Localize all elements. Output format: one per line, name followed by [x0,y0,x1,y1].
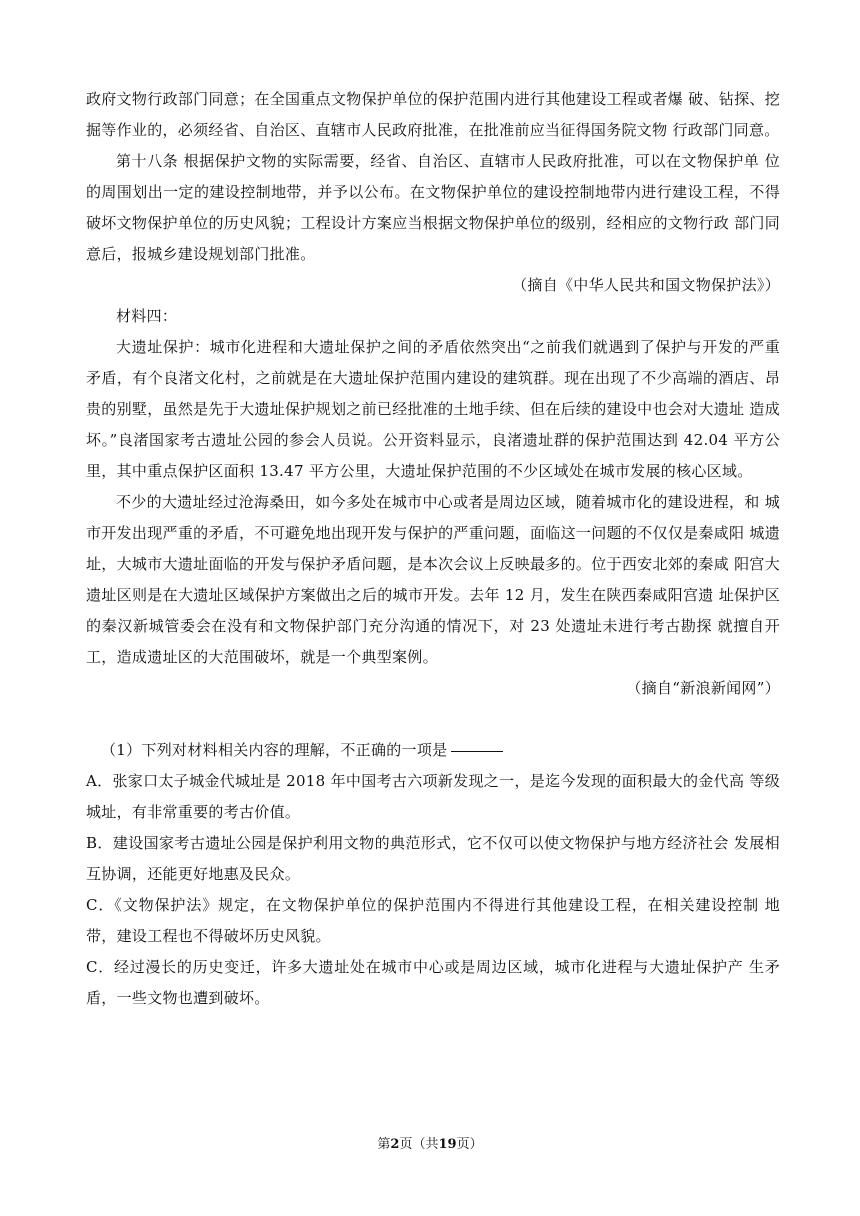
law-article-18: 第十八条 根据保护文物的实际需要，经省、自治区、直辖市人民政府批准，可以在文物保护单 位的周围划出一定的建设控制地带，并予以公布。在文物保护单位的建设控制地带内进行建设工程，不得破坏文物保护单位的历史风貌；工程设计方案应当根据文物保护单位的级别，经相应的文物行政 部门同意后，报城乡建设规划部门批准。 [86,152,780,263]
footer-middle: 页（共 [399,1137,439,1152]
option-c-second: C．经过漫长的历史变迁，许多大遗址处在城市中心或是周边区域，城市化进程与大遗址保护产 生矛盾，一些文物也遭到破坏。 [86,958,780,1007]
material-4-source-citation: （摘自“新浪新闻网”） [626,679,780,697]
footer-page-number: 2 [390,1137,400,1152]
law-source-citation: （摘自《中华人民共和国文物保护法》） [512,276,780,294]
option-b: B．建设国家考古遗址公园是保护利用文物的典范形式，它不仅可以使文物保护与地方经济社会 发展相互协调，还能更好地惠及民众。 [86,834,780,883]
question-stem [86,735,780,766]
footer-suffix: 页） [456,1137,483,1152]
answer-blank [451,750,503,752]
footer-prefix: 第 [377,1137,391,1152]
option-a: A．张家口太子城金代城址是 2018 年中国考古六项新发现之一，是迄今发现的面积最大的金代高 等级城址，有非常重要的考古价值。 [86,772,780,821]
material-4-paragraph-2: 不少的大遗址经过沧海桑田，如今多处在城市中心或者是周边区域，随着城市化的建设进程，和 城市开发出现严重的矛盾，不可避免地出现开发与保护的严重问题，面临这一问题的不仅仅是秦咸阳 城遗址，大城市大遗址面临的开发与保护矛盾问题，是本次会议上反映最多的。位于西安北郊的秦咸 阳宫大遗址区则是在大遗址区域保护方案做出之后的城市开发。去年 12 月，发生在陕西秦咸阳宫遗 址保护区的秦汉新城管委会在没有和文物保护部门充分沟通的情况下，对 23 处遗址未进行考古勘探 就擅自开工，造成遗址区的大范围破坏，就是一个典型案例。 [86,493,780,666]
document-body [86,84,780,1014]
footer-total-pages: 19 [438,1137,457,1152]
question-stem-text: （1）下列对材料相关内容的理解，不正确的一项是 [101,741,448,759]
material-4-heading: 材料四： [116,307,178,325]
page-footer [0,1133,860,1152]
option-c: C．《文物保护法》规定，在文物保护单位的保护范围内不得进行其他建设工程，在相关建设控制 地带，建设工程也不得破坏历史风貌。 [86,896,780,945]
spacer [86,704,780,735]
material-4-paragraph-1: 大遗址保护：城市化进程和大遗址保护之间的矛盾依然突出“之前我们就遇到了保护与开发的严重矛盾，有个良渚文化村，之前就是在大遗址保护范围内建设的建筑群。现在出现了不少高端的酒店、昂贵的别墅，虽然是先于大遗址保护规划之前已经批准的土地手续、但在后续的建设中也会对大遗址 造成坏。”良渚国家考古遗址公园的参会人员说。公开资料显示，良渚遗址群的保护范围达到 42.04 平方公里，其中重点保护区面积 13.47 平方公里，大遗址保护范围的不少区域处在城市发展的核心区域。 [86,338,780,480]
law-paragraph-continued: 政府文物行政部门同意；在全国重点文物保护单位的保护范围内进行其他建设工程或者爆 破、钻探、挖掘等作业的，必须经省、自治区、直辖市人民政府批准，在批准前应当征得国务院文物 行政部门同意。 [86,90,780,139]
